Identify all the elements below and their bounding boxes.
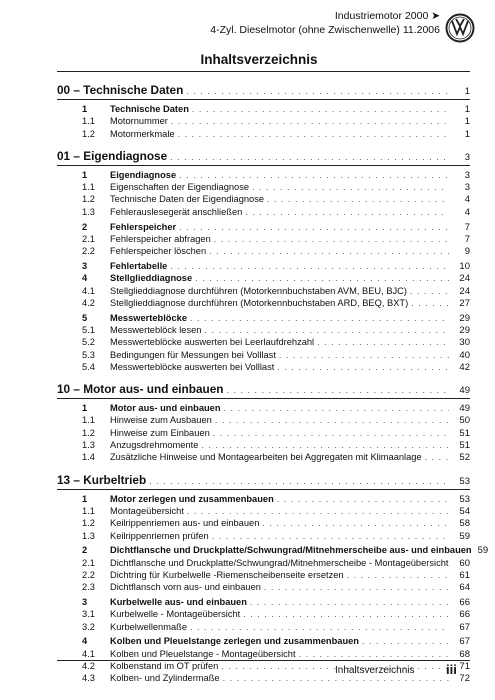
toc-entry-page: 27 bbox=[459, 297, 470, 309]
toc-entry[interactable] bbox=[57, 206, 470, 218]
toc-entry-page: 67 bbox=[459, 621, 470, 633]
leader-dots bbox=[204, 324, 449, 336]
toc-entry[interactable] bbox=[57, 621, 470, 633]
toc-entry-title: Technische Daten der Eigendiagnose bbox=[110, 194, 265, 205]
leader-dots bbox=[262, 517, 449, 529]
toc-entry-page: 3 bbox=[464, 169, 470, 181]
toc-entry-number: 1.1 bbox=[82, 116, 95, 127]
toc-entry-number: 1 bbox=[82, 493, 88, 504]
toc-entry-number: 2 bbox=[82, 221, 88, 232]
toc-entry-title: Kurbelwellenmaße bbox=[110, 621, 187, 632]
toc-entry[interactable] bbox=[57, 608, 470, 620]
leader-dots bbox=[227, 381, 450, 399]
toc-entry-title: Messwerteblöck lesen bbox=[110, 324, 202, 335]
toc-entry[interactable] bbox=[57, 297, 470, 309]
leader-dots bbox=[277, 361, 449, 373]
toc-entry[interactable] bbox=[57, 181, 470, 193]
toc-entry-number: 4 bbox=[82, 273, 88, 284]
toc-entry-title: Stellglieddiagnose durchführen (Motorkennbuchstaben AVM, BEU, BJC) bbox=[110, 285, 407, 296]
toc-entry[interactable] bbox=[57, 569, 470, 581]
toc-entry-title: Messwerteblöcke auswerten bei Leerlaufdrehzahl bbox=[110, 337, 315, 348]
toc-entry[interactable] bbox=[57, 493, 470, 505]
toc-section-page: 1 bbox=[464, 86, 470, 97]
toc-entry-number: 1 bbox=[82, 169, 88, 180]
leader-dots bbox=[179, 221, 449, 233]
toc-entry-page: 42 bbox=[459, 361, 470, 373]
toc-entry-title: Zusätzliche Hinweise und Montagearbeiten bei Aggregaten mit Klimaanlage bbox=[110, 452, 422, 463]
toc-section-title: 10 – Motor aus- und einbauen bbox=[57, 382, 224, 397]
toc-entry-number: 2.2 bbox=[82, 246, 95, 257]
toc-entry-title: Motormerkmale bbox=[110, 128, 175, 139]
toc-entry-page: 68 bbox=[459, 648, 470, 660]
toc-entry-number: 4.1 bbox=[82, 285, 95, 296]
toc-entry-title: Eigenschaften der Eigendiagnose bbox=[110, 182, 250, 193]
toc-entry-title: Stellglieddiagnose durchführen (Motorkennbuchstaben ARD, BEQ, BXT) bbox=[110, 297, 409, 308]
leader-dots bbox=[213, 427, 449, 439]
toc-entry[interactable] bbox=[57, 285, 470, 297]
toc-entry[interactable] bbox=[57, 648, 470, 660]
toc-entry-number: 1.3 bbox=[82, 440, 95, 451]
toc-section-title: 00 – Technische Daten bbox=[57, 83, 184, 97]
toc-entry[interactable] bbox=[57, 115, 470, 127]
toc-entry-page: 71 bbox=[459, 660, 470, 672]
toc-entry-page: 60 bbox=[459, 557, 470, 569]
toc-entry-title: Dichtring für Kurbelwelle -Riemenscheibenseite ersetzen bbox=[110, 569, 344, 580]
toc-entry-page: 40 bbox=[459, 349, 470, 361]
toc-entry-page: 67 bbox=[459, 636, 470, 648]
toc-section[interactable] bbox=[57, 380, 470, 398]
toc-entry-number: 3 bbox=[82, 260, 88, 271]
toc-entry-title: Hinweise zum Ausbauen bbox=[110, 415, 212, 426]
leader-dots bbox=[347, 569, 449, 581]
toc-entry-page: 4 bbox=[464, 206, 470, 218]
toc-entry-page: 66 bbox=[459, 597, 470, 608]
toc-entry-title: Stellglieddiagnose bbox=[110, 273, 193, 284]
toc-section-page: 49 bbox=[459, 385, 470, 397]
leader-dots bbox=[224, 402, 449, 414]
toc-entry-title: Eigendiagnose bbox=[110, 169, 177, 180]
toc-entry-number: 2.3 bbox=[82, 582, 95, 593]
leader-dots bbox=[277, 493, 449, 505]
leader-dots bbox=[279, 349, 449, 361]
toc-entry[interactable] bbox=[57, 233, 470, 245]
toc-entry-title: Kolben- und Zylindermaße bbox=[110, 673, 220, 684]
header-engine: 4-Zyl. Dieselmotor (ohne Zwischenwelle) 11.2006 bbox=[210, 24, 440, 36]
toc-entry-title: Kurbelwelle - Montageübersicht bbox=[110, 609, 241, 620]
toc-section[interactable] bbox=[57, 81, 470, 99]
leader-dots bbox=[195, 272, 449, 284]
toc-entry-number: 1.3 bbox=[82, 530, 95, 541]
toc-entry[interactable] bbox=[57, 557, 470, 569]
toc-entry-number: 2 bbox=[82, 545, 88, 556]
toc-entry-number: 4 bbox=[82, 636, 88, 647]
toc-entry-page: 1 bbox=[464, 104, 470, 115]
toc-entry-page: 54 bbox=[459, 505, 470, 517]
leader-dots bbox=[317, 336, 449, 348]
toc-entry[interactable] bbox=[57, 312, 470, 324]
toc-entry-title: Messwerteblöcke bbox=[110, 312, 187, 323]
leader-dots bbox=[186, 82, 449, 100]
leader-dots bbox=[170, 260, 449, 272]
toc-entry[interactable] bbox=[57, 517, 470, 529]
toc-entry-number: 1 bbox=[82, 403, 88, 414]
leader-dots bbox=[201, 439, 449, 451]
toc-entry[interactable] bbox=[57, 596, 470, 608]
toc-entry-page: 9 bbox=[464, 246, 470, 258]
toc-entry[interactable] bbox=[57, 221, 470, 233]
toc-entry[interactable] bbox=[57, 439, 470, 451]
toc-entry-title: Technische Daten bbox=[110, 104, 189, 114]
toc-entry-page: 4 bbox=[464, 194, 470, 206]
toc-entry[interactable] bbox=[57, 402, 470, 414]
toc-entry-title: Keilrippenriemen prüfen bbox=[110, 530, 209, 541]
leader-dots bbox=[425, 451, 449, 463]
toc-entry-title: Fehlerspeicher abfragen bbox=[110, 233, 211, 244]
leader-dots bbox=[362, 635, 449, 647]
toc-entry-page: 24 bbox=[459, 273, 470, 285]
leader-dots bbox=[243, 608, 449, 620]
toc-entry-number: 1 bbox=[82, 104, 88, 114]
leader-dots bbox=[179, 169, 449, 181]
toc-entry-number: 5 bbox=[82, 312, 88, 323]
leader-dots bbox=[149, 472, 449, 490]
toc-entry-page: 7 bbox=[464, 221, 470, 233]
title-divider bbox=[57, 71, 470, 72]
toc-entry-number: 2.2 bbox=[82, 569, 95, 580]
toc-entry-title: Motornummer bbox=[110, 116, 168, 127]
footer-divider bbox=[57, 660, 470, 661]
toc-entry-page: 51 bbox=[459, 440, 470, 452]
leader-dots bbox=[190, 621, 449, 633]
toc-entry-number: 1.1 bbox=[82, 182, 95, 193]
toc-entry-page: 49 bbox=[459, 403, 470, 415]
toc-entry[interactable] bbox=[57, 635, 470, 647]
toc-section-title: 01 – Eigendiagnose bbox=[57, 148, 168, 163]
toc-entry-page: 64 bbox=[459, 582, 470, 594]
toc-entry-title: Dichtflansche und Druckplatte/Schwungrad/Mitnehmerscheibe aus- und einbauen bbox=[110, 545, 472, 556]
toc-entry-title: Dichtflansche und Druckplatte/Schwungrad/Mitnehmerscheibe - Montageübersicht bbox=[110, 557, 449, 568]
leader-dots bbox=[209, 245, 449, 257]
toc-entry-title: Kolben und Pleuelstange zerlegen und zusammenbauen bbox=[110, 636, 359, 647]
toc-entry-page: 59 bbox=[477, 545, 489, 557]
toc-entry-page: 1 bbox=[464, 128, 470, 140]
toc-entry-title: Kurbelwelle aus- und einbauen bbox=[110, 597, 247, 607]
toc-entry-page: 50 bbox=[459, 415, 470, 427]
toc-entry-title: Montageübersicht bbox=[110, 505, 184, 516]
toc-entry[interactable] bbox=[57, 128, 470, 140]
toc-entry-number: 5.4 bbox=[82, 361, 95, 372]
toc-entry-title: Dichtflansch vorn aus- und einbauen bbox=[110, 582, 261, 593]
toc-entry-page: 58 bbox=[459, 518, 470, 530]
toc-entry[interactable] bbox=[57, 245, 470, 257]
toc-entry[interactable] bbox=[57, 505, 470, 517]
leader-dots bbox=[252, 181, 449, 193]
toc-section-page: 53 bbox=[459, 475, 470, 487]
toc-entry-number: 3.2 bbox=[82, 621, 95, 632]
leader-dots bbox=[250, 596, 449, 608]
toc-entry[interactable] bbox=[57, 103, 470, 115]
toc-entry-title: Kolben und Pleuelstange - Montageübersicht bbox=[110, 648, 296, 659]
toc-entry-page: 10 bbox=[459, 260, 470, 272]
toc-entry-page: 1 bbox=[464, 116, 470, 128]
leader-dots bbox=[214, 233, 449, 245]
toc-entry-title: Hinweise zum Einbauen bbox=[110, 427, 210, 438]
toc-section[interactable] bbox=[57, 471, 470, 489]
toc-entry-number: 1.1 bbox=[82, 505, 95, 516]
toc-entry-title: Kolbenstand im OT prüfen bbox=[110, 660, 219, 671]
toc-entry-number: 1.1 bbox=[82, 415, 95, 426]
leader-dots bbox=[215, 414, 449, 426]
toc-entry[interactable] bbox=[57, 349, 470, 361]
toc-entry-number: 4.1 bbox=[82, 648, 95, 659]
toc-entry-page: 61 bbox=[459, 569, 470, 581]
vw-logo-icon bbox=[445, 13, 475, 43]
toc-entry[interactable] bbox=[57, 260, 470, 272]
toc-entry[interactable] bbox=[57, 414, 470, 426]
toc-entry-number: 1.2 bbox=[82, 194, 95, 205]
leader-dots bbox=[411, 297, 449, 309]
footer-label: Inhaltsverzeichnis bbox=[335, 665, 415, 676]
toc-entry-number: 3.1 bbox=[82, 609, 95, 620]
toc-entry-number: 4.2 bbox=[82, 660, 95, 671]
toc-entry-page: 3 bbox=[464, 182, 470, 194]
toc-entry-title: Fehlerauslesegerät anschließen bbox=[110, 206, 243, 217]
toc-entry-number: 1.4 bbox=[82, 452, 95, 463]
toc-entry[interactable] bbox=[57, 544, 489, 557]
toc-entry-number: 4.3 bbox=[82, 673, 95, 684]
toc-entry-page: 30 bbox=[459, 337, 470, 349]
toc-entry-page: 59 bbox=[459, 530, 470, 542]
toc-entry-title: Anzugsdrehmomente bbox=[110, 440, 199, 451]
toc-entry-page: 29 bbox=[459, 312, 470, 324]
toc-entry-title: Fehlerspeicher löschen bbox=[110, 246, 207, 257]
leader-dots bbox=[190, 312, 449, 324]
toc-entry-number: 5.3 bbox=[82, 349, 95, 360]
toc-entry-page: 51 bbox=[459, 427, 470, 439]
toc-entry[interactable] bbox=[57, 451, 470, 463]
toc-entry-title: Messwerteblöcke auswerten bei Volllast bbox=[110, 361, 275, 372]
toc-entry-page: 52 bbox=[459, 452, 470, 464]
toc-entry-page: 7 bbox=[464, 233, 470, 245]
leader-dots bbox=[267, 193, 449, 205]
toc-entry-number: 2.1 bbox=[82, 233, 95, 244]
toc-entry-number: 1.3 bbox=[82, 206, 95, 217]
toc-entry[interactable] bbox=[57, 361, 470, 373]
toc-entry[interactable] bbox=[57, 324, 470, 336]
table-of-contents bbox=[57, 81, 489, 692]
toc-entry-page: 24 bbox=[459, 285, 470, 297]
leader-dots bbox=[299, 648, 449, 660]
toc-entry[interactable] bbox=[57, 193, 470, 205]
toc-entry-page: 53 bbox=[459, 493, 470, 505]
leader-dots bbox=[192, 103, 449, 115]
toc-section-title: 13 – Kurbeltrieb bbox=[57, 472, 147, 487]
toc-entry-number: 4.2 bbox=[82, 297, 95, 308]
toc-entry-number: 5.2 bbox=[82, 337, 95, 348]
leader-dots bbox=[245, 206, 449, 218]
toc-section-page: 3 bbox=[464, 151, 470, 163]
toc-entry[interactable] bbox=[57, 336, 470, 348]
toc-entry-page: 29 bbox=[459, 324, 470, 336]
toc-entry-number: 1.2 bbox=[82, 427, 95, 438]
header-model: Industriemotor 2000 ➤ bbox=[334, 10, 440, 22]
leader-dots bbox=[410, 285, 449, 297]
leader-dots bbox=[212, 530, 449, 542]
toc-entry[interactable] bbox=[57, 530, 470, 542]
toc-entry-number: 1.2 bbox=[82, 518, 95, 529]
toc-entry-title: Fehlertabelle bbox=[110, 260, 168, 271]
toc-entry-page: 66 bbox=[459, 609, 470, 621]
toc-entry[interactable] bbox=[57, 427, 470, 439]
toc-entry-number: 2.1 bbox=[82, 557, 95, 568]
toc-entry-title: Motor zerlegen und zusammenbauen bbox=[110, 493, 274, 504]
toc-entry-number: 1.2 bbox=[82, 128, 95, 139]
toc-entry-title: Motor aus- und einbauen bbox=[110, 403, 221, 414]
page-title: Inhaltsverzeichnis bbox=[200, 52, 318, 67]
leader-dots bbox=[178, 128, 449, 140]
toc-entry-page: 72 bbox=[459, 673, 470, 685]
leader-dots bbox=[264, 581, 449, 593]
toc-entry-title: Bedingungen für Messungen bei Volllast bbox=[110, 349, 276, 360]
toc-entry-number: 5.1 bbox=[82, 324, 95, 335]
toc-entry[interactable] bbox=[57, 169, 470, 181]
leader-dots bbox=[187, 505, 449, 517]
leader-dots bbox=[170, 148, 449, 166]
footer-page-number: iii bbox=[446, 662, 457, 677]
leader-dots bbox=[171, 115, 449, 127]
toc-entry[interactable] bbox=[57, 581, 470, 593]
toc-entry-title: Fehlerspeicher bbox=[110, 221, 177, 232]
toc-section[interactable] bbox=[57, 147, 470, 165]
toc-entry[interactable] bbox=[57, 272, 470, 284]
toc-entry-title: Keilrippenriemen aus- und einbauen bbox=[110, 518, 260, 529]
toc-entry-number: 3 bbox=[82, 597, 88, 607]
